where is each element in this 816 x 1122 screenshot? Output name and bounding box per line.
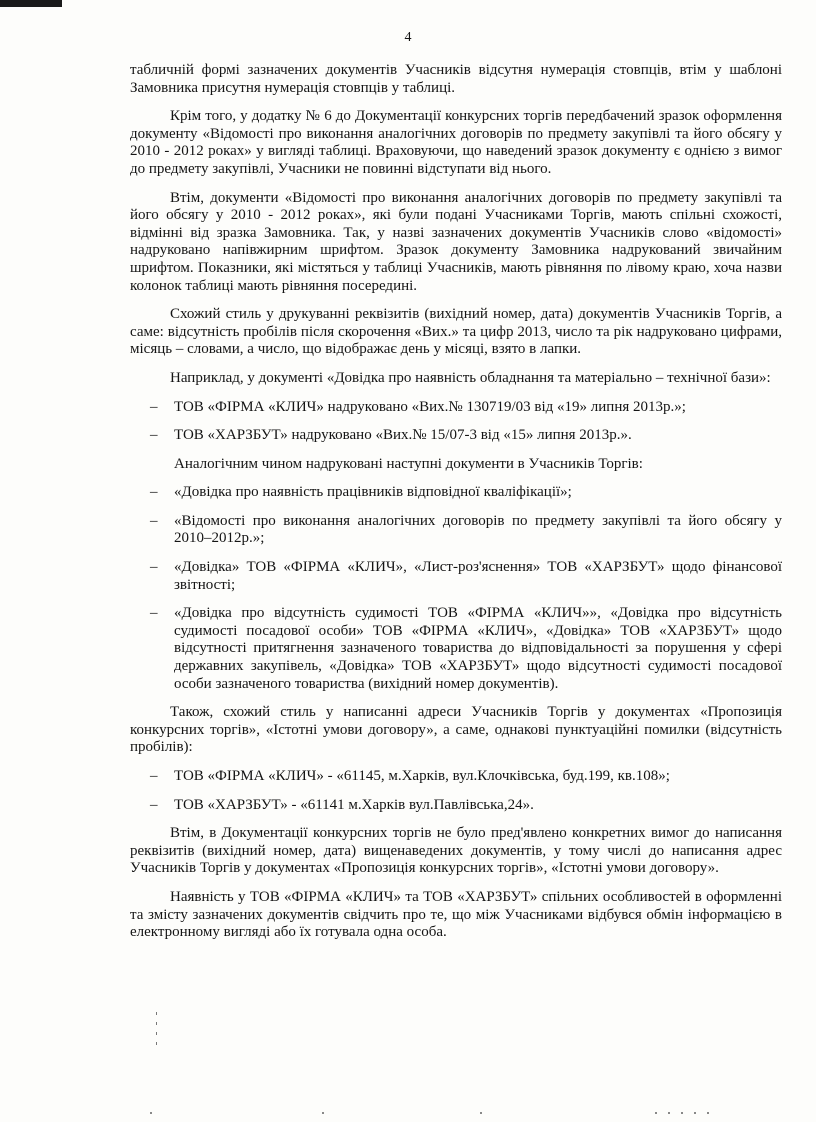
list-item [150,513,782,548]
paragraph: Втім, в Документації конкурсних торгів не було пред'явлено конкретних вимог до написання реквізитів (вихідний номер, дата) вищенаведених документів, у тому числі до написання адрес Учасників Торгів у документах «Пропозиція конкурсних торгів», «Істотні умови договору». [130,825,782,877]
list-item-text: «Довідка» ТОВ «ФІРМА «КЛИЧ», «Лист-роз'яснення» ТОВ «ХАРЗБУТ» щодо фінансової звітності; [174,559,782,593]
document-body [130,62,782,953]
list-item [150,559,782,594]
paragraph: Схожий стиль у друкуванні реквізитів (вихідний номер, дата) документів Учасників Торгів, а саме: відсутність пробілів після скорочення «Вих.» та цифр 2013, число та рік надруковано цифрами, місяць – словами, а число, що відображає день у місяці, взято в лапки. [130,306,782,358]
dash-marker: – [150,605,158,622]
list-item-text: ТОВ «ХАРЗБУТ» надруковано «Вих.№ 15/07-3 від «15» липня 2013р.». [174,427,632,444]
paragraph: Крім того, у додатку № 6 до Документації конкурсних торгів передбачений зразок оформлення документу «Відомості про виконання аналогічних договорів по предмету закупівлі та його обсягу у 2010 - 2012 роках» у вигляді таблиці. Враховуючи, що наведений зразок документу є однією з вимог до предмету закупівлі, Учасники не повинні відступати від нього. [130,108,782,177]
page-number: 4 [404,30,412,45]
list-item-text: ТОВ «ХАРЗБУТ» - «61141 м.Харків вул.Павлівська,24». [174,796,534,813]
dash-marker: – [150,559,158,576]
paragraph-continuation: табличній формі зазначених документів Учасників відсутня нумерація стовпців, втім у шаблоні Замовника присутня нумерація стовпців у таблиці. [130,62,782,96]
dash-marker: – [150,768,158,784]
dash-marker: – [150,484,158,501]
dash-marker: – [150,796,158,813]
list-item-text: «Довідка про відсутність судимості ТОВ «ФІРМА «КЛИЧ»», «Довідка про відсутність судимості посадової особи» ТОВ «ФІРМА «КЛИЧ», «Довідка» ТОВ «ХАРЗБУТ» щодо відсутності притягнення зазначеного товариства до відповідальності за порушення у сфері державних закупівель, «Довідка» ТОВ «ХАРЗБУТ» щодо відсутності судимості посадової особи зазначеного товариства (вихідний номер документів). [174,605,782,692]
paragraph: Наприклад, у документі «Довідка про наявність обладнання та матеріально – технічної бази»: [170,369,771,386]
dash-marker: – [150,427,158,444]
paragraph: Аналогічним чином надруковані наступні документи в Учасників Торгів: [174,455,643,472]
list-item-text: «Відомості про виконання аналогічних договорів по предмету закупівлі та його обсягу у 2010–2012р.»; [174,512,782,547]
scan-corner-mark [0,0,62,7]
scan-specks [156,1012,160,1057]
list-item [150,605,782,693]
list-item-text: «Довідка про наявність працівників відповідної кваліфікації»; [174,484,572,501]
list-item [150,399,782,417]
list-item [150,427,782,445]
paragraph: Втім, документи «Відомості про виконання аналогічних договорів по предмету закупівлі та його обсягу у 2010 - 2012 роках», які були подані Учасниками Торгів, мають спільні схожості, відмінні від зразка Замовника. Так, у назві зазначених документів Учасників слово «відомості» надруковано напівжирним шрифтом. Зразок документу Замовника надрукований звичайним шрифтом. Показники, які містяться у таблиці Учасників, мають рівняння по лівому краю, хоча назви колонок таблиці мають рівняння посередині. [130,189,782,294]
list-item [150,797,782,815]
scan-dots [0,1112,816,1114]
dash-marker: – [150,398,158,415]
list-item-text: ТОВ «ФІРМА «КЛИЧ» - «61145, м.Харків, вул.Клочківська, буд.199, кв.108»; [174,768,670,784]
list-item [150,768,782,786]
paragraph: Також, схожий стиль у написанні адреси Учасників Торгів у документах «Пропозиція конкурсних торгів», «Істотні умови договору», а саме, однакові пунктуаційні помилки (відсутність пробілів): [130,704,782,756]
list-item [150,484,782,502]
dash-marker: – [150,512,158,529]
list-item-text: ТОВ «ФІРМА «КЛИЧ» надруковано «Вих.№ 130719/03 від «19» липня 2013р.»; [174,398,686,415]
paragraph: Наявність у ТОВ «ФІРМА «КЛИЧ» та ТОВ «ХАРЗБУТ» спільних особливостей в оформленні та змісту зазначених документів свідчить про те, що між Учасниками відбувся обмін інформацією в електронному вигляді або їх готувала одна особа. [130,888,782,941]
